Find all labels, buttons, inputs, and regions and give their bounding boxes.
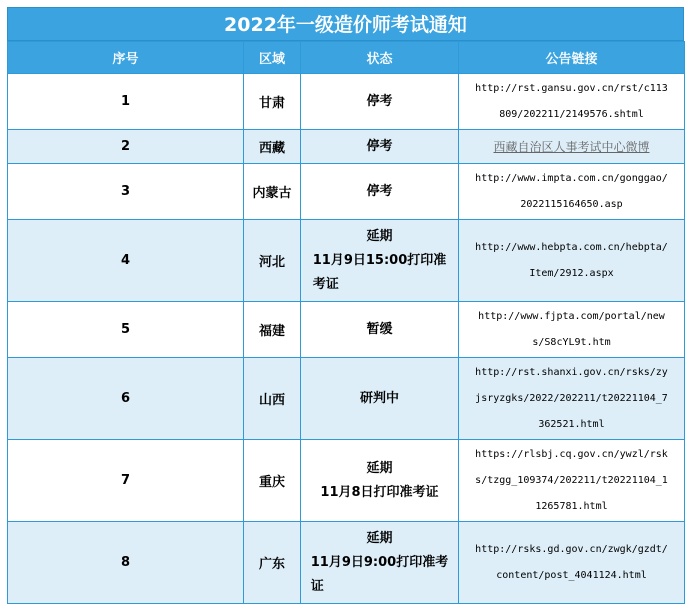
- status-line: 11月9日9:00打印准考: [310, 554, 449, 570]
- row-region: 内蒙古: [244, 164, 301, 220]
- status-line: 停考: [366, 138, 393, 154]
- row-number: 4: [8, 220, 244, 302]
- link-line[interactable]: http://www.impta.com.cn/gonggao/: [475, 172, 668, 184]
- row-number: 6: [8, 358, 244, 440]
- link-line[interactable]: 2022115164650.asp: [520, 198, 623, 210]
- header-region: 区域: [244, 42, 301, 74]
- link-line[interactable]: Item/2912.aspx: [529, 267, 614, 279]
- link-line[interactable]: s/S8cYL9t.htm: [532, 336, 611, 348]
- row-status: [301, 164, 459, 220]
- link-line[interactable]: 362521.html: [538, 418, 605, 430]
- link-line[interactable]: http://rst.gansu.gov.cn/rst/c113: [475, 82, 668, 94]
- link-line[interactable]: 西藏自治区人事考试中心微博: [493, 139, 650, 154]
- link-line[interactable]: content/post_4041124.html: [496, 569, 647, 581]
- row-status: [301, 220, 459, 302]
- link-line[interactable]: 1265781.html: [535, 500, 608, 512]
- row-number: 5: [8, 302, 244, 358]
- status-line: 停考: [366, 93, 393, 109]
- notice-table: [7, 41, 685, 604]
- table-row: [8, 358, 685, 440]
- row-status: [301, 74, 459, 130]
- header-status: 状态: [301, 42, 459, 74]
- sheet-title: 2022年一级造价师考试通知: [7, 7, 684, 41]
- link-line[interactable]: s/tzgg_109374/202211/t20221104_1: [475, 474, 668, 486]
- header-no: 序号: [8, 42, 244, 74]
- row-region: 河北: [244, 220, 301, 302]
- link-line[interactable]: http://www.fjpta.com/portal/new: [478, 310, 665, 322]
- row-number: 7: [8, 440, 244, 522]
- status-line: 停考: [366, 183, 393, 199]
- link-line[interactable]: http://rst.shanxi.gov.cn/rsks/zy: [475, 366, 668, 378]
- row-region: 山西: [244, 358, 301, 440]
- row-number: 2: [8, 130, 244, 164]
- status-line: 11月8日打印准考证: [320, 484, 439, 500]
- link-line[interactable]: 809/202211/2149576.shtml: [499, 108, 644, 120]
- row-status: [301, 130, 459, 164]
- link-line[interactable]: jsryzgks/2022/202211/t20221104_7: [475, 392, 668, 404]
- row-status: [301, 358, 459, 440]
- status-line: 证: [310, 578, 324, 594]
- table-row: [8, 302, 685, 358]
- row-region: 甘肃: [244, 74, 301, 130]
- row-region: 广东: [244, 522, 301, 604]
- row-number: 1: [8, 74, 244, 130]
- row-region: 重庆: [244, 440, 301, 522]
- notice-sheet: [7, 7, 684, 604]
- row-status: [301, 440, 459, 522]
- row-number: 3: [8, 164, 244, 220]
- row-region: 西藏: [244, 130, 301, 164]
- link-line[interactable]: http://www.hebpta.com.cn/hebpta/: [475, 241, 668, 253]
- table-row: [8, 164, 685, 220]
- announcement-link[interactable]: [459, 74, 685, 130]
- row-status: [301, 522, 459, 604]
- status-line: 考证: [312, 276, 339, 292]
- table-row: [8, 74, 685, 130]
- announcement-link[interactable]: [459, 440, 685, 522]
- status-line: 暂缓: [366, 321, 393, 337]
- status-line: 研判中: [359, 390, 399, 406]
- table-row: [8, 130, 685, 164]
- header-link: 公告链接: [459, 42, 685, 74]
- announcement-link[interactable]: [459, 130, 685, 164]
- announcement-link[interactable]: [459, 220, 685, 302]
- row-status: [301, 302, 459, 358]
- row-region: 福建: [244, 302, 301, 358]
- table-row: [8, 220, 685, 302]
- table-row: [8, 522, 685, 604]
- status-line: 延期: [366, 530, 393, 546]
- announcement-link[interactable]: [459, 358, 685, 440]
- table-row: [8, 440, 685, 522]
- link-line[interactable]: http://rsks.gd.gov.cn/zwgk/gzdt/: [475, 543, 668, 555]
- row-number: 8: [8, 522, 244, 604]
- status-line: 11月9日15:00打印准: [312, 252, 447, 268]
- announcement-link[interactable]: [459, 302, 685, 358]
- status-line: 延期: [366, 460, 393, 476]
- header-row: [8, 42, 685, 74]
- status-line: 延期: [366, 228, 393, 244]
- link-line[interactable]: https://rlsbj.cq.gov.cn/ywzl/rsk: [475, 448, 668, 460]
- announcement-link[interactable]: [459, 522, 685, 604]
- announcement-link[interactable]: [459, 164, 685, 220]
